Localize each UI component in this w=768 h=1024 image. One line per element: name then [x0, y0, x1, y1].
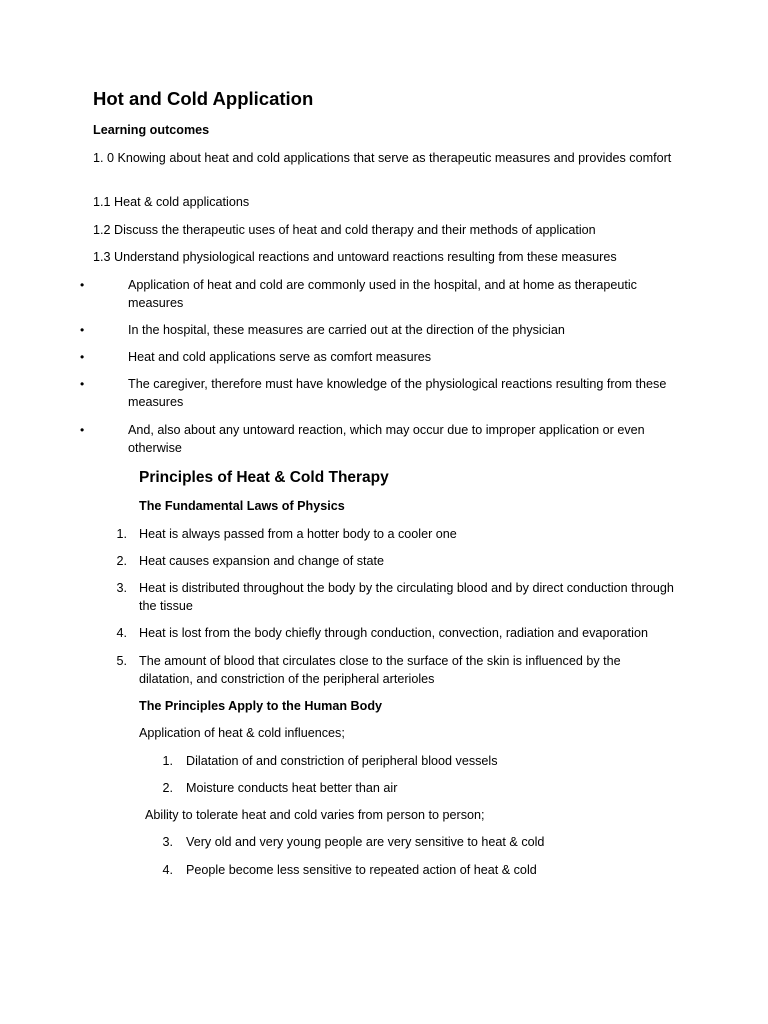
laws-heading: The Fundamental Laws of Physics — [139, 499, 345, 513]
human-body-heading: The Principles Apply to the Human Body — [139, 699, 383, 713]
outcome-item: 1. 0 Knowing about heat and cold applications that serve as therapeutic measures and provides comfort — [93, 151, 672, 165]
outcome-item: 1.2 Discuss the therapeutic uses of heat and cold therapy and their methods of application — [93, 223, 596, 237]
bullet-item: In the hospital, these measures are carried out at the direction of the physician — [128, 323, 565, 337]
bullet-marker: • — [80, 278, 85, 292]
law-item: Heat causes expansion and change of state — [139, 554, 385, 568]
bullet-marker: • — [80, 323, 85, 337]
bullet-marker: • — [80, 377, 85, 391]
influence-item: Dilatation of and constriction of peripheral blood vessels — [186, 754, 498, 768]
tolerance-intro: Ability to tolerate heat and cold varies from person to person; — [145, 808, 485, 822]
law-item: Heat is always passed from a hotter body to a cooler one — [139, 527, 457, 541]
list-number: 2. — [116, 554, 127, 568]
law-item: The amount of blood that circulates close to the surface of the skin is influenced by the dilatation, and constriction of the peripheral arterioles — [139, 654, 621, 686]
list-number: 4. — [116, 626, 127, 640]
bullet-item: The caregiver, therefore must have knowledge of the physiological reactions resulting from these measures — [128, 377, 667, 409]
bullet-item: Application of heat and cold are commonly used in the hospital, and at home as therapeutic measures — [128, 278, 637, 310]
influence-item: Moisture conducts heat better than air — [186, 781, 398, 795]
bullet-marker: • — [80, 350, 85, 364]
outcome-item: 1.1 Heat & cold applications — [93, 195, 250, 209]
list-number: 3. — [162, 835, 173, 849]
list-number: 3. — [116, 581, 127, 595]
list-number: 5. — [116, 654, 127, 668]
document-title: Hot and Cold Application — [93, 88, 314, 109]
list-number: 4. — [162, 863, 173, 877]
principles-heading: Principles of Heat & Cold Therapy — [139, 469, 389, 486]
tolerance-item: Very old and very young people are very sensitive to heat & cold — [186, 835, 545, 849]
influences-intro: Application of heat & cold influences; — [139, 726, 345, 740]
bullet-marker: • — [80, 423, 85, 437]
law-item: Heat is lost from the body chiefly through conduction, convection, radiation and evaporation — [139, 626, 648, 640]
list-number: 1. — [162, 754, 173, 768]
list-number: 2. — [162, 781, 173, 795]
tolerance-item: People become less sensitive to repeated action of heat & cold — [186, 863, 537, 877]
bullet-item: Heat and cold applications serve as comfort measures — [128, 350, 432, 364]
law-item: Heat is distributed throughout the body by the circulating blood and by direct conduction through the tissue — [139, 581, 674, 613]
learning-outcomes-heading: Learning outcomes — [93, 123, 210, 137]
bullet-item: And, also about any untoward reaction, which may occur due to improper application or even otherwise — [128, 423, 645, 455]
outcome-item: 1.3 Understand physiological reactions and untoward reactions resulting from these measures — [93, 250, 617, 264]
list-number: 1. — [116, 527, 127, 541]
